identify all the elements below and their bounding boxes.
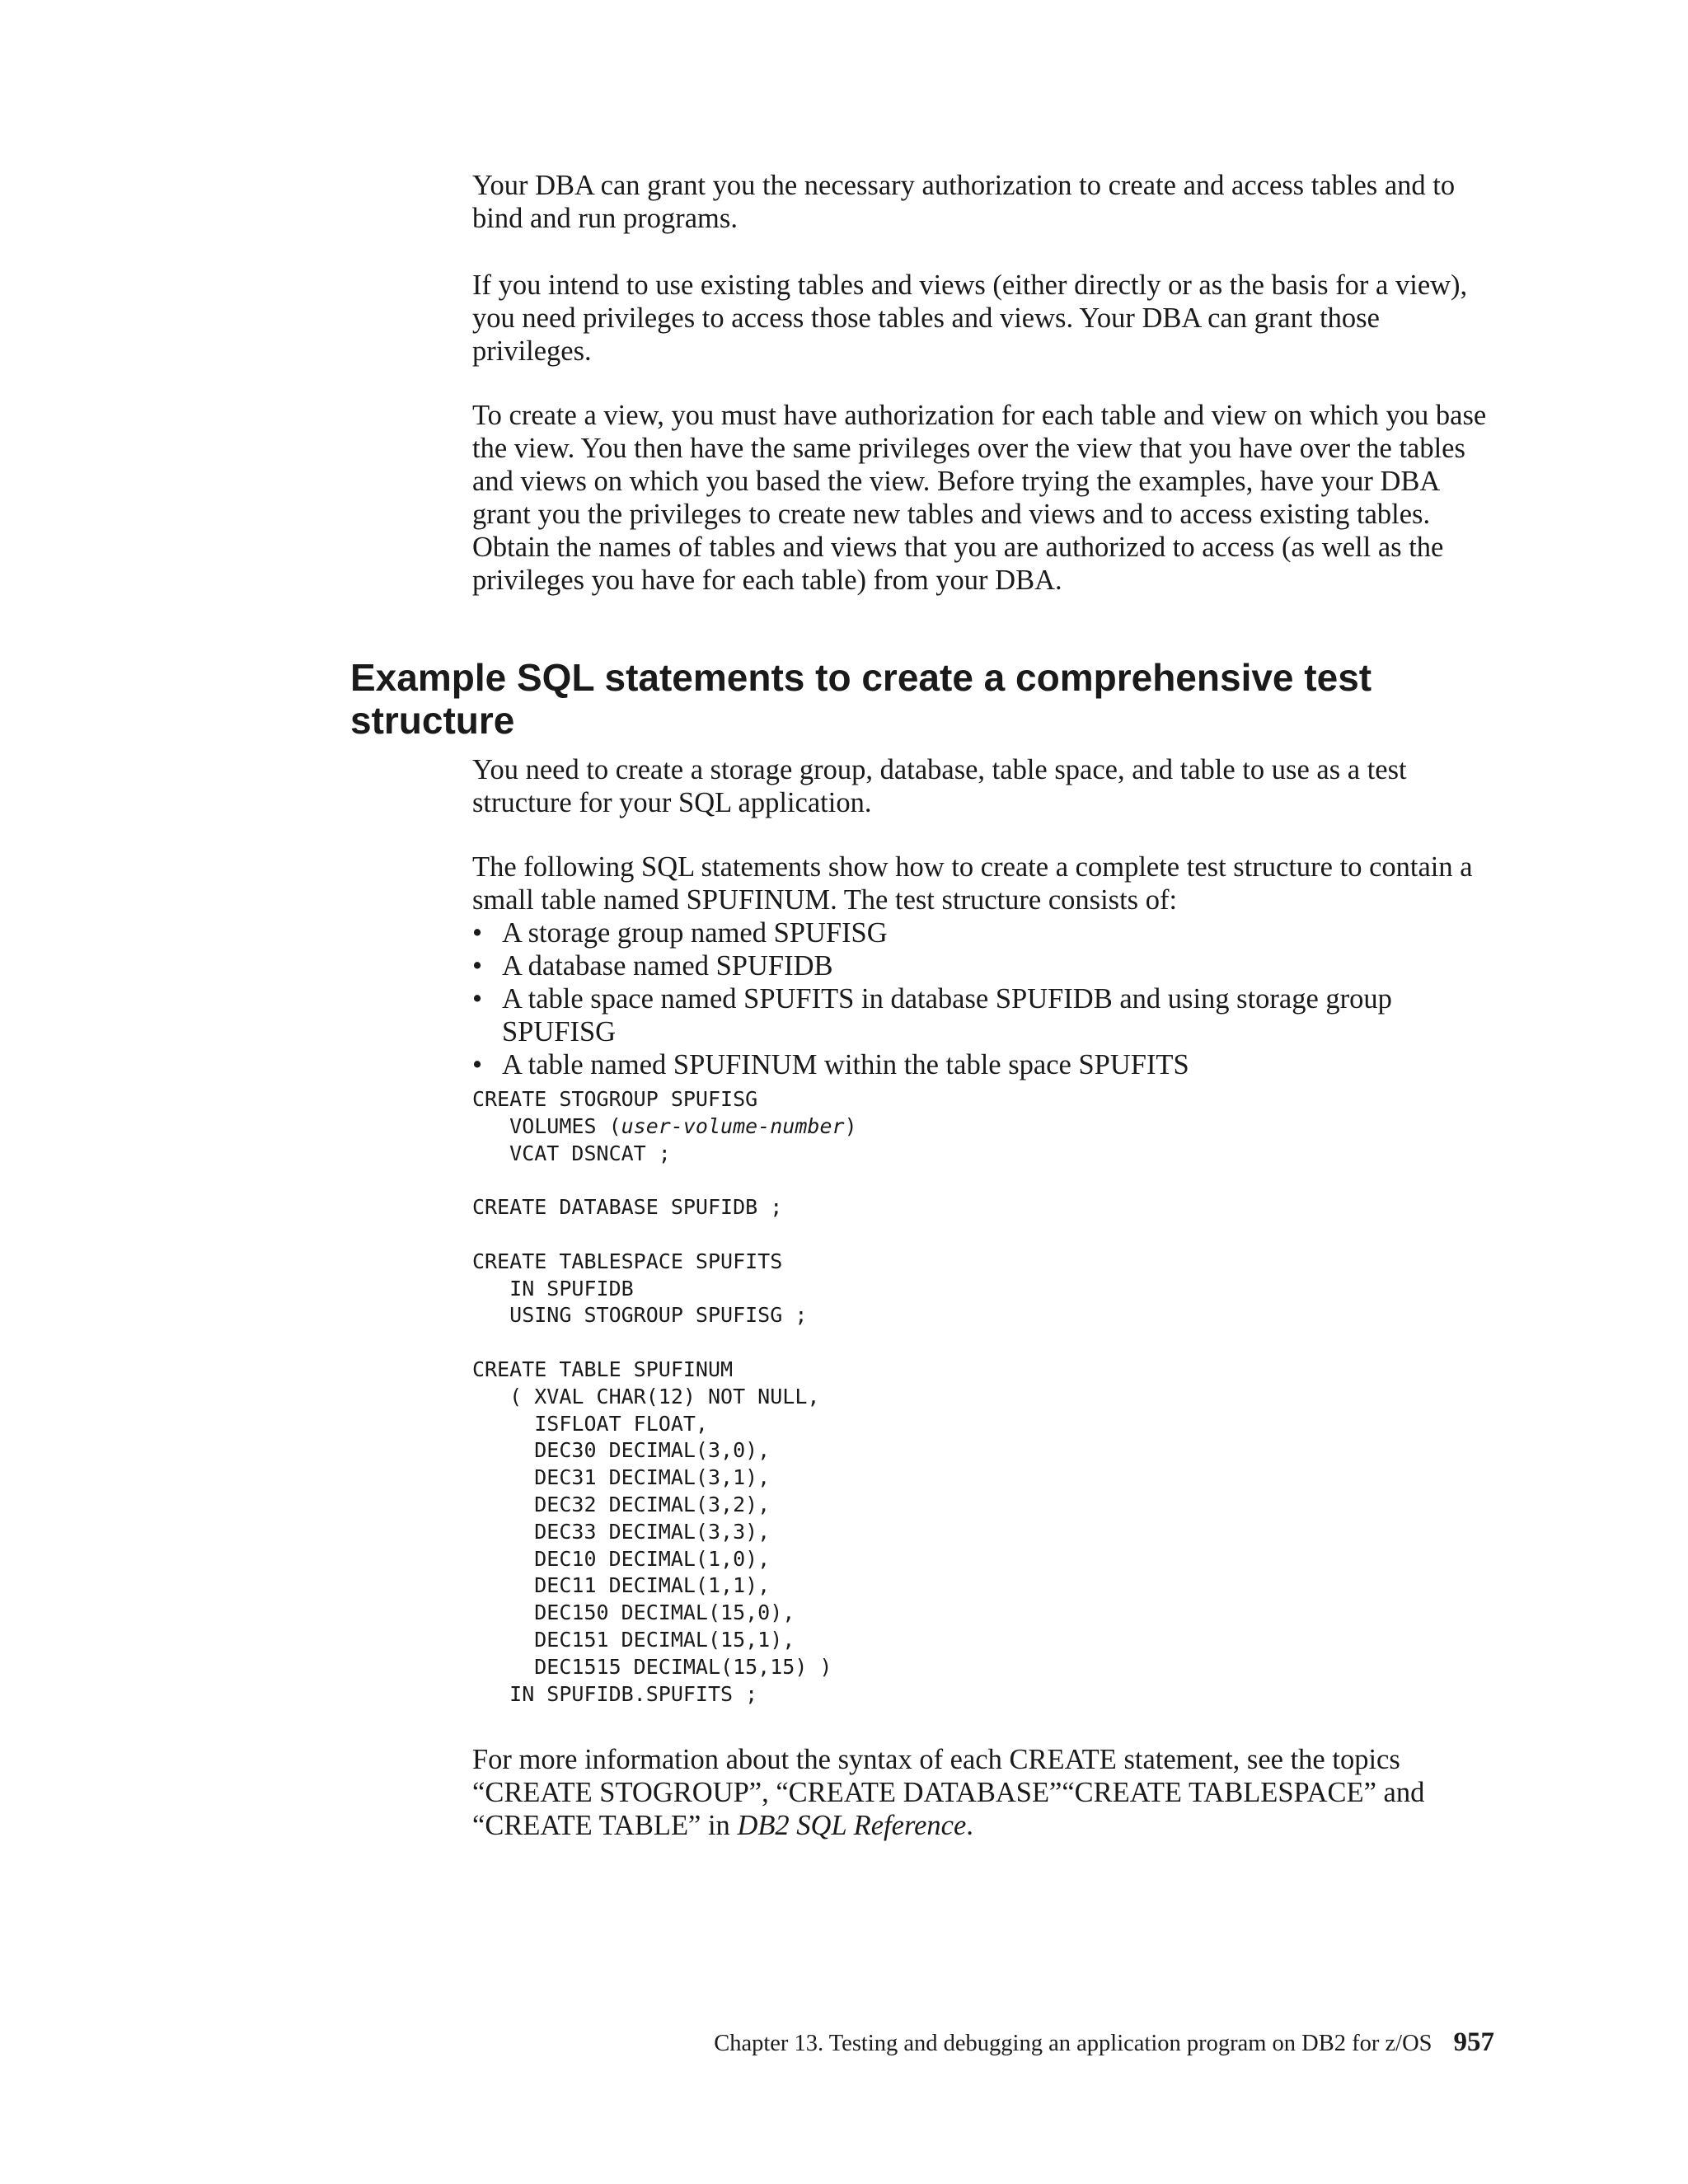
bullet-icon: •: [472, 917, 483, 949]
code-volumes-prefix: VOLUMES (: [472, 1113, 621, 1138]
test-structure-description: [472, 851, 1498, 1081]
list-item-text: A database named SPUFIDB: [502, 950, 833, 982]
intro-paragraph-privileges: If you intend to use existing tables and views (either directly or as the basis for a view), you need privileges to access those tables and views. Your DBA can grant those privileges.: [472, 269, 1468, 367]
closing-end: .: [966, 1810, 973, 1841]
sql-code-example: [472, 1086, 857, 1708]
list-item-text: A table space named SPUFITS in database SPUFIDB and using storage group SPUFISG: [502, 983, 1392, 1047]
test-structure-list: [472, 916, 1498, 1081]
page-footer: [714, 2026, 1494, 2060]
list-item: [472, 949, 1498, 982]
section-intro-paragraph: You need to create a storage group, database, table space, and table to use as a test structure for your SQL application.: [472, 754, 1407, 818]
code-volumes-suffix: ): [844, 1113, 857, 1138]
list-item-text: A storage group named SPUFISG: [502, 917, 888, 949]
bullet-icon: •: [472, 950, 483, 982]
closing-text: For more information about the syntax of each CREATE statement, see the topics “CREATE STOGROUP”, “CREATE DATABASE”“CREATE TABLESPACE” and “CREATE TABLE” in: [472, 1744, 1425, 1841]
code-volume-placeholder: user-volume-number: [621, 1113, 845, 1138]
code-remaining-statements: VCAT DSNCAT ; CREATE DATABASE SPUFIDB ; CREATE TABLESPACE SPUFITS IN SPUFIDB USING STOGROUP SPUFISG ; CREATE TABLE SPUFINUM ( XVAL CHAR(12) NOT NULL, ISFLOAT FLOAT, DEC30 DECIMAL(3,0), DEC31 DECIMAL(3,1), DEC32 DECIMAL(3,2), DEC33 DECIMAL(3,3), DEC10 DECIMAL(1,0), DEC11 DECIMAL(1,1), DEC150 DECIMAL(15,0), DEC151 DECIMAL(15,1), DEC1515 DECIMAL(15,15) ) IN SPUFIDB.SPUFITS ;: [472, 1141, 832, 1706]
list-item-text: A table named SPUFINUM within the table space SPUFITS: [502, 1049, 1189, 1080]
list-item: [472, 982, 1498, 1048]
intro-paragraph-views: To create a view, you must have authorization for each table and view on which you base the view. You then have the same privileges over the view that you have over the tables and views on which you based the view. Before trying the examples, have your DBA grant you the privileges to create new tables and views and to access existing tables. Obtain the names of tables and views that you are authorized to access (as well as the privileges you have for each table) from your DBA.: [472, 400, 1487, 596]
chapter-title: Chapter 13. Testing and debugging an application program on DB2 for z/OS: [714, 2031, 1432, 2056]
code-line-create-stogroup: CREATE STOGROUP SPUFISG: [472, 1087, 758, 1111]
list-item: [472, 1048, 1498, 1081]
closing-paragraph: [472, 1743, 1498, 1842]
reference-citation: DB2 SQL Reference: [737, 1810, 967, 1841]
bullet-icon: •: [472, 983, 483, 1015]
list-item: [472, 916, 1498, 949]
page-number: 957: [1453, 2027, 1494, 2057]
test-structure-paragraph: The following SQL statements show how to create a complete test structure to contain a small table named SPUFINUM. The test structure consists of:: [472, 851, 1473, 916]
bullet-icon: •: [472, 1049, 483, 1080]
intro-paragraph-authorization: Your DBA can grant you the necessary authorization to create and access tables and to bind and run programs.: [472, 170, 1456, 234]
section-heading: Example SQL statements to create a comprehensive test structure: [350, 656, 1372, 742]
